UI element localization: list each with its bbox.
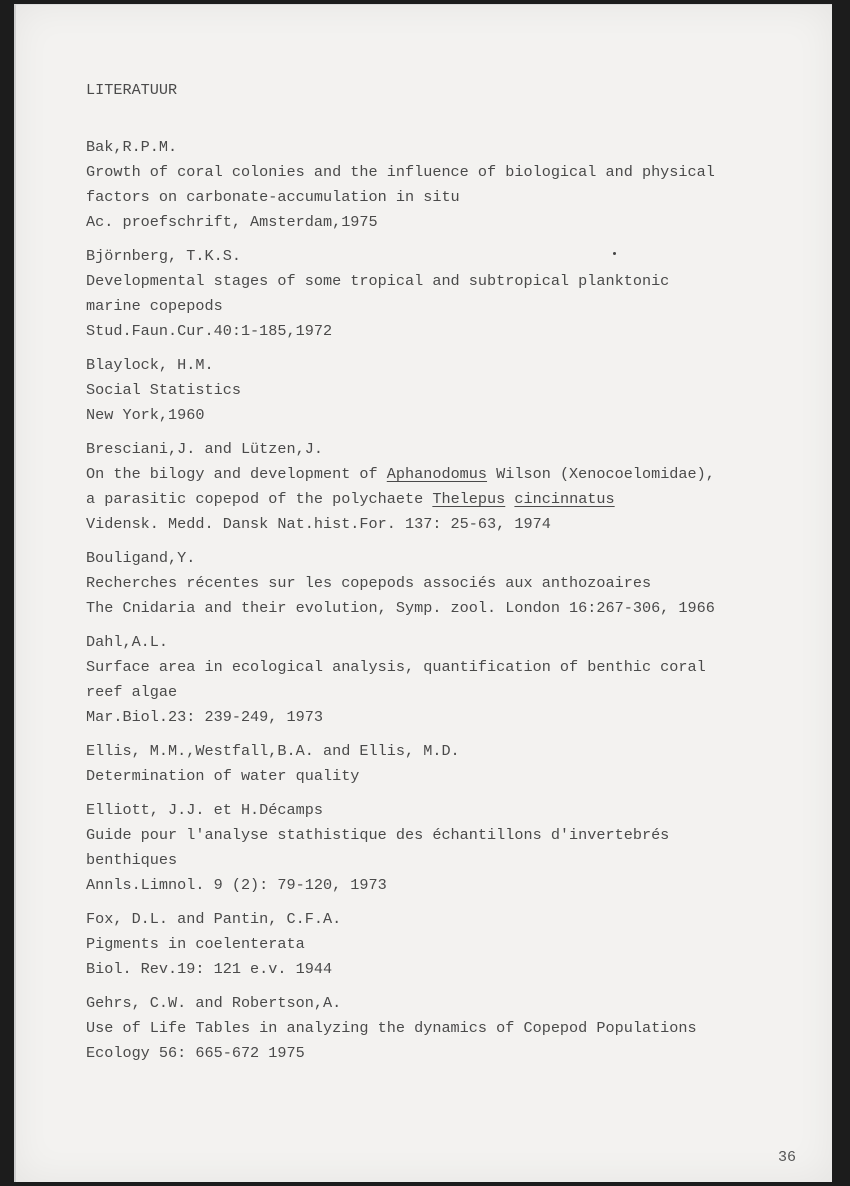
- reference-title-line: factors on carbonate-accumulation in situ: [86, 188, 460, 206]
- reference-source: Ecology 56: 665-672 1975: [86, 1044, 305, 1062]
- title-text: a parasitic copepod of the polychaete: [86, 490, 433, 508]
- taxon-name: Thelepus: [432, 490, 506, 508]
- reference-source: New York,1960: [86, 406, 205, 424]
- reference-source: Biol. Rev.19: 121 e.v. 1944: [86, 960, 333, 978]
- reference-title-line: Growth of coral colonies and the influence of biological and physical: [86, 163, 715, 181]
- reference-title-line: Social Statistics: [86, 381, 241, 399]
- reference-author: Blaylock, H.M.: [86, 356, 214, 374]
- reference-source: Annls.Limnol. 9 (2): 79-120, 1973: [86, 876, 387, 894]
- reference-entry: [86, 739, 806, 789]
- reference-author: Bresciani,J. and Lützen,J.: [86, 440, 323, 458]
- reference-title-line: Determination of water quality: [86, 767, 360, 785]
- reference-list: [86, 135, 806, 1066]
- title-text: On the bilogy and development of: [86, 465, 387, 483]
- reference-source: Mar.Biol.23: 239-249, 1973: [86, 708, 323, 726]
- reference-entry: [86, 907, 806, 982]
- reference-author: Dahl,A.L.: [86, 633, 169, 651]
- reference-author: Ellis, M.M.,Westfall,B.A. and Ellis, M.D.: [86, 742, 460, 760]
- page-number: 36: [778, 1149, 797, 1166]
- reference-source: Ac. proefschrift, Amsterdam,1975: [86, 213, 378, 231]
- reference-entry: [86, 546, 806, 621]
- reference-entry: [86, 353, 806, 428]
- reference-entry: [86, 135, 806, 235]
- reference-entry: [86, 991, 806, 1066]
- taxon-name: cincinnatus: [514, 490, 615, 508]
- reference-title-line: Recherches récentes sur les copepods associés aux anthozoaires: [86, 574, 652, 592]
- reference-title-line: Use of Life Tables in analyzing the dynamics of Copepod Populations: [86, 1019, 697, 1037]
- reference-source: The Cnidaria and their evolution, Symp. zool. London 16:267-306, 1966: [86, 599, 715, 617]
- reference-entry: [86, 630, 806, 730]
- title-text: Wilson (Xenocoelomidae),: [487, 465, 715, 483]
- reference-author: Bak,R.P.M.: [86, 138, 178, 156]
- reference-title-line: Guide pour l'analyse stathistique des échantillons d'invertebrés: [86, 826, 670, 844]
- reference-title-line: benthiques: [86, 851, 178, 869]
- reference-title-line: Surface area in ecological analysis, quantification of benthic coral: [86, 658, 706, 676]
- taxon-name: Aphanodomus: [386, 465, 488, 483]
- reference-title-line: [86, 487, 806, 512]
- reference-author: Fox, D.L. and Pantin, C.F.A.: [86, 910, 342, 928]
- reference-title-line: reef algae: [86, 683, 178, 701]
- reference-title-line: [86, 462, 806, 487]
- reference-entry: [86, 437, 806, 537]
- reference-source: Vidensk. Medd. Dansk Nat.hist.For. 137: 25-63, 1974: [86, 515, 551, 533]
- reference-author: Gehrs, C.W. and Robertson,A.: [86, 994, 342, 1012]
- reference-title-line: Pigments in coelenterata: [86, 935, 305, 953]
- reference-author: Björnberg, T.K.S.: [86, 247, 241, 265]
- reference-source: Stud.Faun.Cur.40:1-185,1972: [86, 322, 333, 340]
- reference-author: Bouligand,Y.: [86, 549, 196, 567]
- reference-title-line: Developmental stages of some tropical and subtropical planktonic: [86, 272, 670, 290]
- reference-entry: [86, 798, 806, 898]
- reference-entry: [86, 244, 806, 344]
- page-heading: LITERATUUR: [86, 81, 178, 99]
- reference-title-line: marine copepods: [86, 297, 223, 315]
- document-body: [86, 78, 806, 1075]
- reference-author: Elliott, J.J. et H.Décamps: [86, 801, 323, 819]
